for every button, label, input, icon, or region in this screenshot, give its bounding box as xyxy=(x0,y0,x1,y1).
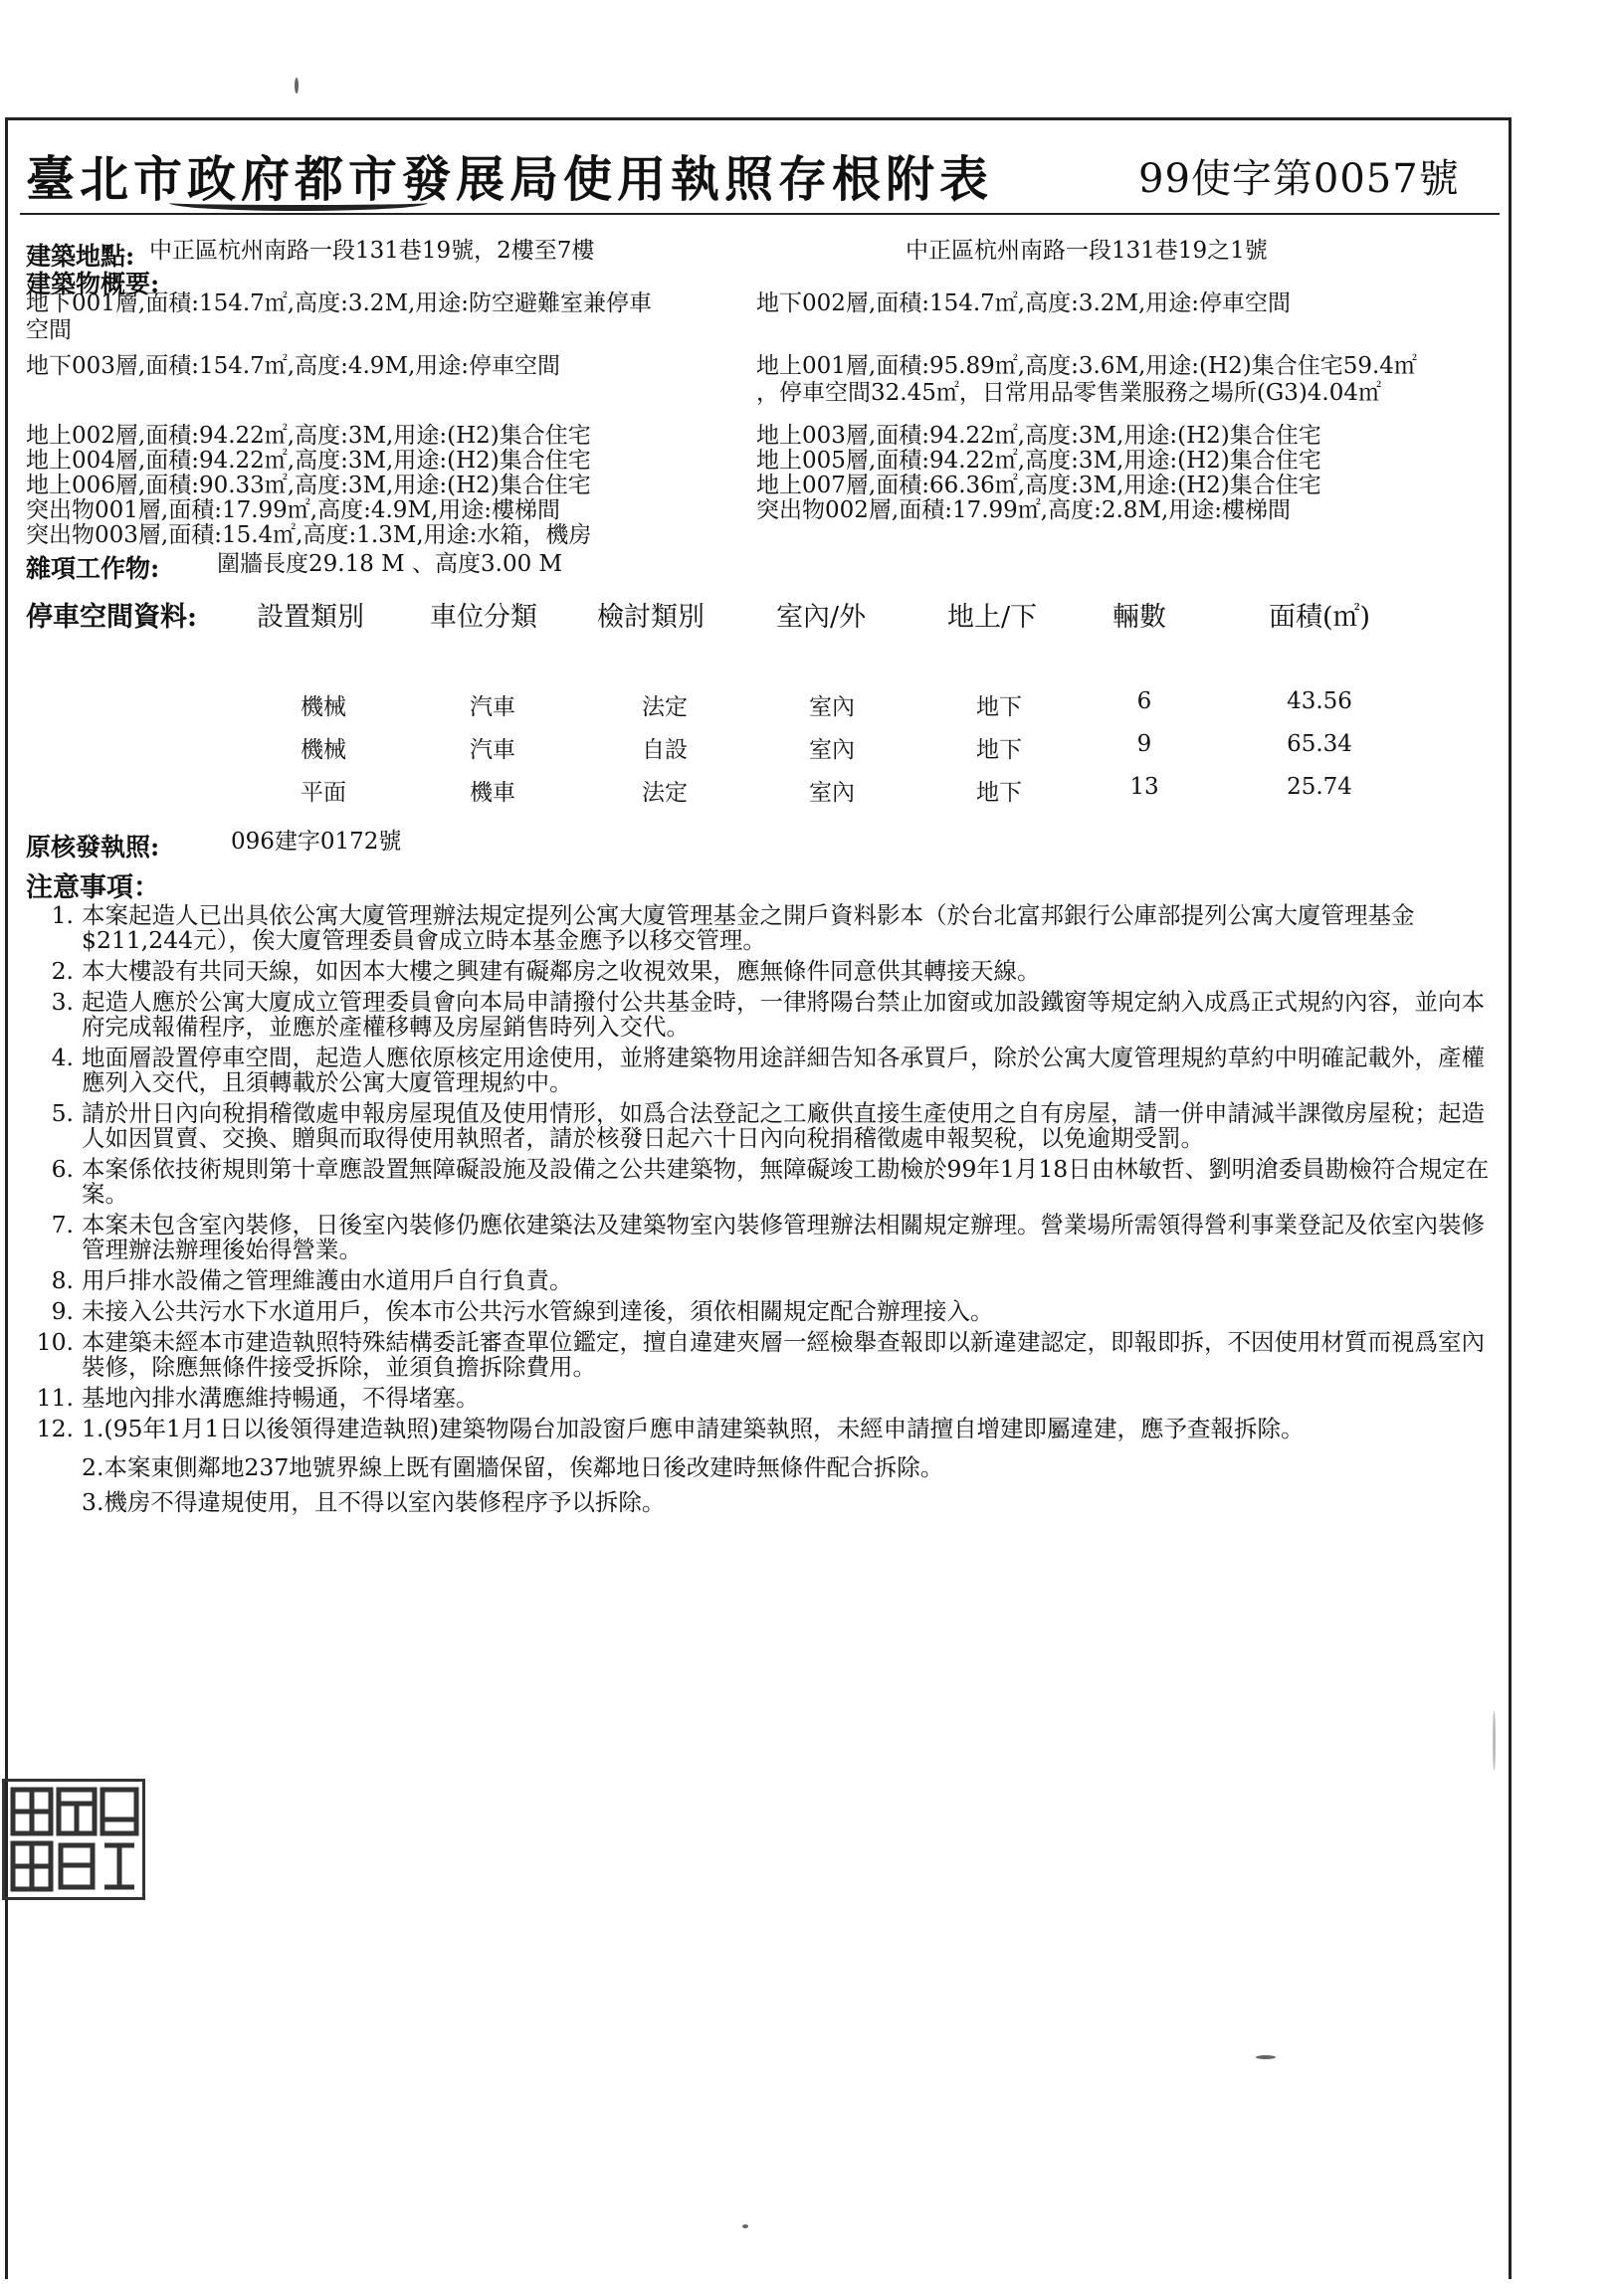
parking-header-vehicle: 車位分類 xyxy=(430,602,537,633)
note-item: 6. 本案係依技術規則第十章應設置無障礙設施及設備之公共建築物，無障礙竣工勘檢於99年1月18日由林敏哲、劉明滄委員勘檢符合規定在案。 xyxy=(51,1155,1490,1208)
misc-label: 雜項工作物: xyxy=(26,554,160,583)
parking-row2-count: 9 xyxy=(1136,731,1152,757)
parking-row3-level: 地下 xyxy=(976,780,1022,806)
parking-row2-vehicle: 汽車 xyxy=(470,737,515,763)
parking-header-area: 面積(㎡) xyxy=(1269,602,1371,633)
parking-row3-vehicle: 機車 xyxy=(470,780,515,806)
parking-row3-type: 平面 xyxy=(301,780,346,806)
note-item: 5. 請於卅日內向稅捐稽徵處申報房屋現值及使用情形，如爲合法登記之工廠供直接生產使用之自有房屋，請一併申請減半課徵房屋稅；起造人如因買賣、交換、贈與而取得使用執照者，請於核發日起六十日內向稅捐稽徵處申報契稅，以免逾期受罰。 xyxy=(51,1099,1485,1152)
note-item: 1. 本案起造人已出具依公寓大廈管理辦法規定提列公寓大廈管理基金之開戶資料影本（於台北富邦銀行公庫部提列公寓大廈管理基金$211,244元），俟大廈管理委員會成立時本基金應予以移交管理。 xyxy=(51,901,1415,954)
document-title: 臺北市政府都市發展局使用執照存根附表 xyxy=(26,150,994,208)
note-item: 9. 未接入公共污水下水道用戶，俟本市公共污水管線到達後，須依相關規定配合辦理接入。 xyxy=(51,1297,994,1325)
parking-row1-area: 43.56 xyxy=(1287,688,1352,714)
scan-speck xyxy=(295,78,299,94)
original-permit-label: 原核發執照: xyxy=(26,833,160,861)
location-label: 建築地點: xyxy=(26,242,135,271)
note-item: 7. 本案未包含室內裝修，日後室內裝修仍應依建築法及建築物室內裝修管理辦法相關規定辦理。營業場所需領得營利事業登記及依室內裝修管理辦法辦理後始得營業。 xyxy=(51,1211,1485,1263)
seal-icon xyxy=(5,1782,142,1897)
notes-label: 注意事項： xyxy=(26,872,160,903)
overview-label: 建築物概要: xyxy=(26,270,160,298)
floor-2: 地上002層,面積:94.22㎡,高度:3M,用途:(H2)集合住宅 xyxy=(26,423,591,449)
parking-header-count: 輛數 xyxy=(1112,602,1166,633)
note-item: 3. 起造人應於公寓大廈成立管理委員會向本局申請撥付公共基金時，一律將陽台禁止加窗或加設鐵窗等規定納入成爲正式規約內容，並向本府完成報備程序，並應於產權移轉及房屋銷售時列入交代。 xyxy=(51,988,1485,1041)
roof-2: 突出物002層,面積:17.99㎡,高度:2.8M,用途:樓梯間 xyxy=(756,497,1292,523)
floor-b1-line2: 空間 xyxy=(26,317,72,343)
floor-b1-line1: 地下001層,面積:154.7㎡,高度:3.2M,用途:防空避難室兼停車 xyxy=(26,290,653,316)
permit-number: 99使字第0057號 xyxy=(1138,156,1460,202)
parking-row3-review: 法定 xyxy=(642,780,688,806)
note-item: 2. 本大樓設有共同天線，如因本大樓之興建有礙鄰房之收視效果，應無條件同意供其轉接天線。 xyxy=(51,957,1041,985)
parking-row3-indoor: 室內 xyxy=(809,780,855,806)
parking-label: 停車空間資料: xyxy=(26,602,197,633)
parking-row1-count: 6 xyxy=(1136,688,1152,714)
original-permit-value: 096建字0172號 xyxy=(231,829,402,855)
parking-header-level: 地上/下 xyxy=(947,602,1038,633)
parking-header-type: 設置類別 xyxy=(257,602,364,633)
roof-3: 突出物003層,面積:15.4㎡,高度:1.3M,用途:水箱，機房 xyxy=(26,522,592,548)
floor-b3: 地下003層,面積:154.7㎡,高度:4.9M,用途:停車空間 xyxy=(26,353,561,379)
note-item: 4. 地面層設置停車空間，起造人應依原核定用途使用，並將建築物用途詳細告知各承買戶，除於公寓大廈管理規約草約中明確記載外，產權應列入交代，且須轉載於公寓大廈管理規約中。 xyxy=(51,1044,1485,1096)
note-item: 12. 1.(95年1月1日以後領得建造執照)建築物陽台加設窗戶應申請建築執照，未經申請擅自增建即屬違建，應予查報拆除。 xyxy=(36,1415,1305,1442)
scan-speck xyxy=(1256,2055,1276,2059)
parking-row2-indoor: 室內 xyxy=(809,737,855,763)
parking-header-indoor: 室內/外 xyxy=(776,602,867,633)
title-divider xyxy=(20,213,1500,215)
parking-row3-area: 25.74 xyxy=(1287,774,1352,800)
parking-row1-vehicle: 汽車 xyxy=(470,694,515,720)
floor-3: 地上003層,面積:94.22㎡,高度:3M,用途:(H2)集合住宅 xyxy=(756,423,1321,449)
location-address-1: 中正區杭州南路一段131巷19號，2樓至7樓 xyxy=(149,238,595,264)
parking-row1-level: 地下 xyxy=(976,694,1022,720)
note-item: 11. 基地內排水溝應維持暢通，不得堵塞。 xyxy=(36,1384,480,1412)
ink-stroke-mark xyxy=(169,195,428,211)
parking-row1-type: 機械 xyxy=(301,694,346,720)
parking-row1-review: 法定 xyxy=(642,694,688,720)
floor-b2: 地下002層,面積:154.7㎡,高度:3.2M,用途:停車空間 xyxy=(756,290,1292,316)
parking-row1-indoor: 室內 xyxy=(809,694,855,720)
parking-row3-count: 13 xyxy=(1129,774,1159,800)
floor-6: 地上006層,面積:90.33㎡,高度:3M,用途:(H2)集合住宅 xyxy=(26,473,591,498)
parking-row2-level: 地下 xyxy=(976,737,1022,763)
parking-row2-area: 65.34 xyxy=(1287,731,1352,757)
note-item: 8. 用戶排水設備之管理維護由水道用戶自行負責。 xyxy=(51,1266,573,1294)
floor-1-line1: 地上001層,面積:95.89㎡,高度:3.6M,用途:(H2)集合住宅59.4㎡ xyxy=(756,353,1417,379)
note-subitem: 3.機房不得違規使用，且不得以室內裝修程序予以拆除。 xyxy=(82,1488,666,1516)
parking-header-review: 檢討類別 xyxy=(597,602,705,633)
location-address-2: 中正區杭州南路一段131巷19之1號 xyxy=(906,238,1268,264)
roof-1: 突出物001層,面積:17.99㎡,高度:4.9M,用途:樓梯間 xyxy=(26,497,561,523)
parking-row2-review: 自設 xyxy=(642,737,688,763)
floor-4: 地上004層,面積:94.22㎡,高度:3M,用途:(H2)集合住宅 xyxy=(26,448,591,474)
floor-5: 地上005層,面積:94.22㎡,高度:3M,用途:(H2)集合住宅 xyxy=(756,448,1321,474)
note-item: 10. 本建築未經本市建造執照特殊結構委託審查單位鑑定，擅自違建夾層一經檢舉查報即以新違建認定，即報即拆，不因使用材質而視爲室內裝修，除應無條件接受拆除，並須負擔拆除費用。 xyxy=(36,1328,1485,1381)
parking-row2-type: 機械 xyxy=(301,737,346,763)
scan-speck xyxy=(742,2224,748,2228)
misc-value: 圍牆長度29.18 M 、高度3.00 M xyxy=(217,551,563,577)
note-subitem: 2.本案東側鄰地237地號界線上既有圍牆保留，俟鄰地日後改建時無條件配合拆除。 xyxy=(82,1453,944,1481)
floor-1-line2: ，停車空間32.45㎡，日常用品零售業服務之場所(G3)4.04㎡ xyxy=(756,380,1382,406)
scan-speck xyxy=(1493,1711,1496,1771)
official-seal-stamp xyxy=(2,1779,145,1900)
floor-7: 地上007層,面積:66.36㎡,高度:3M,用途:(H2)集合住宅 xyxy=(756,473,1321,498)
notes-list xyxy=(30,903,1493,1525)
